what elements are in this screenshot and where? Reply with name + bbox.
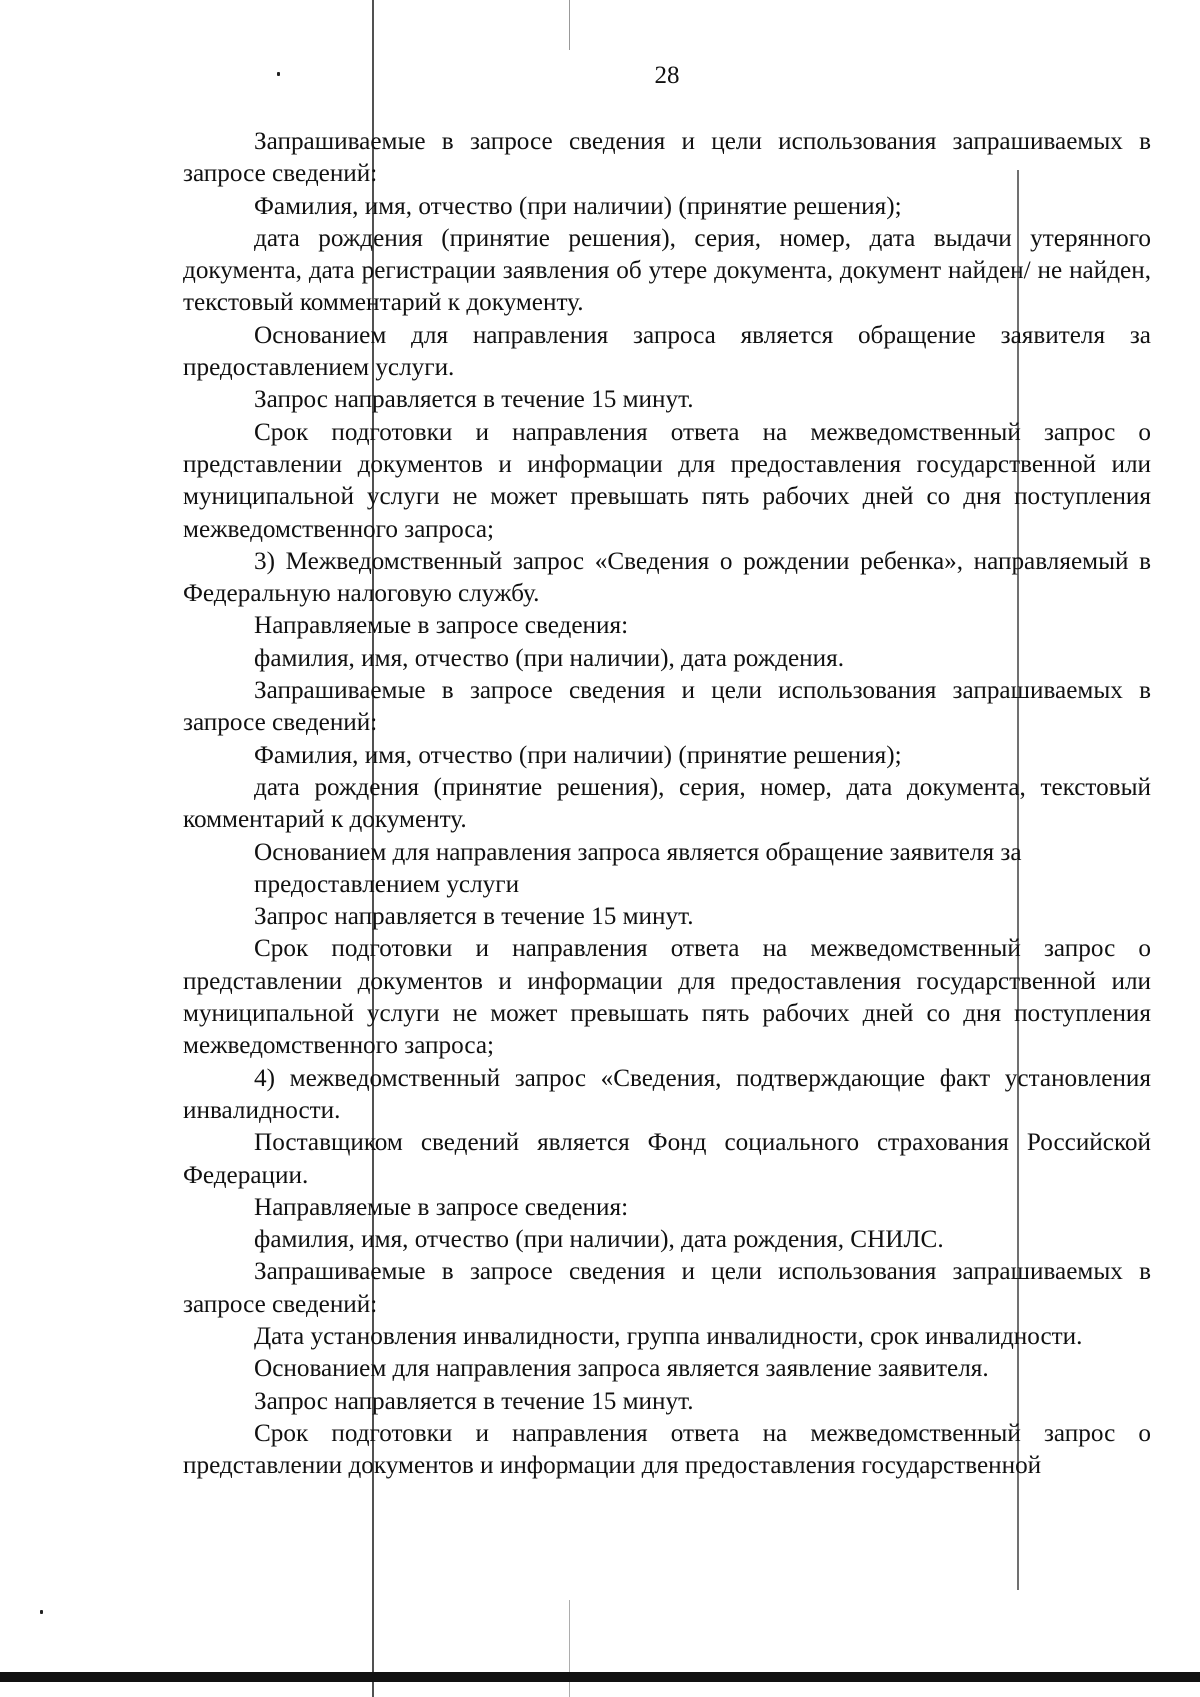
paragraph: Запрашиваемые в запросе сведения и цели использования запрашиваемых в запросе сведений: [183,128,1151,188]
paragraph: 3) Межведомственный запрос «Сведения о рождении ребенка», направляемый в Федеральную налоговую службу. [183,547,1151,608]
paragraph: фамилия, имя, отчество (при наличии), дата рождения, СНИЛС. [254,1226,944,1254]
paragraph: Срок подготовки и направления ответа на межведомственный запрос о представлении документов и информации для предоставления государственной [183,1419,1151,1480]
scan-bottom-edge [0,1672,1200,1682]
paragraph: Направляемые в запросе сведения: [254,1193,629,1221]
paragraph: Запрашиваемые в запросе сведения и цели использования запрашиваемых в запросе сведений: [183,1258,1151,1318]
paragraph: дата рождения (принятие решения), серия, номер, дата документа, текстовый комментарий к документу. [183,773,1151,834]
paragraph: Основанием для направления запроса является заявление заявителя. [254,1355,989,1383]
paragraph: Запрос направляется в течение 15 минут. [254,386,694,414]
paragraph: Срок подготовки и направления ответа на межведомственный запрос о представлении документов и информации для предоставления государственной или муниципальной услуги не может превышать пять рабочих дней со дня поступления межведомственного запроса; [183,418,1151,543]
document-body [183,126,1151,1482]
paragraph: Фамилия, имя, отчество (при наличии) (принятие решения); [254,192,902,220]
paragraph: Запрашиваемые в запросе сведения и цели использования запрашиваемых в запросе сведений: [183,677,1151,737]
paragraph: 4) межведомственный запрос «Сведения, подтверждающие факт установления инвалидности. [183,1064,1151,1124]
scan-fold-line [569,0,570,50]
paragraph: дата рождения (принятие решения), серия, номер, дата выдачи утерянного документа, дата регистрации заявления об утере документа, документ найден/ не найден, текстовый комментарий к документу. [183,224,1151,317]
scan-speck [40,1610,43,1614]
paragraph: Направляемые в запросе сведения: [254,612,629,640]
paragraph: Фамилия, имя, отчество (при наличии) (принятие решения); [254,741,902,769]
paragraph: Основанием для направления запроса является обращение заявителя за предоставлением услуги [254,838,1022,898]
paragraph: Основанием для направления запроса является обращение заявителя за предоставлением услуги. [183,321,1151,382]
paragraph: Дата установления инвалидности, группа инвалидности, срок инвалидности. [254,1322,1083,1350]
paragraph: Запрос направляется в течение 15 минут. [254,903,694,931]
paragraph: Срок подготовки и направления ответа на межведомственный запрос о представлении документов и информации для предоставления государственной или муниципальной услуги не может превышать пять рабочих дней со дня поступления межведомственного запроса; [183,935,1151,1060]
scan-fold-line [569,1600,570,1697]
paragraph: Поставщиком сведений является Фонд социального страхования Российской Федерации. [183,1129,1151,1189]
page-number: 28 [654,62,680,89]
paragraph: Запрос направляется в течение 15 минут. [254,1387,694,1415]
paragraph: фамилия, имя, отчество (при наличии), дата рождения. [254,644,844,672]
